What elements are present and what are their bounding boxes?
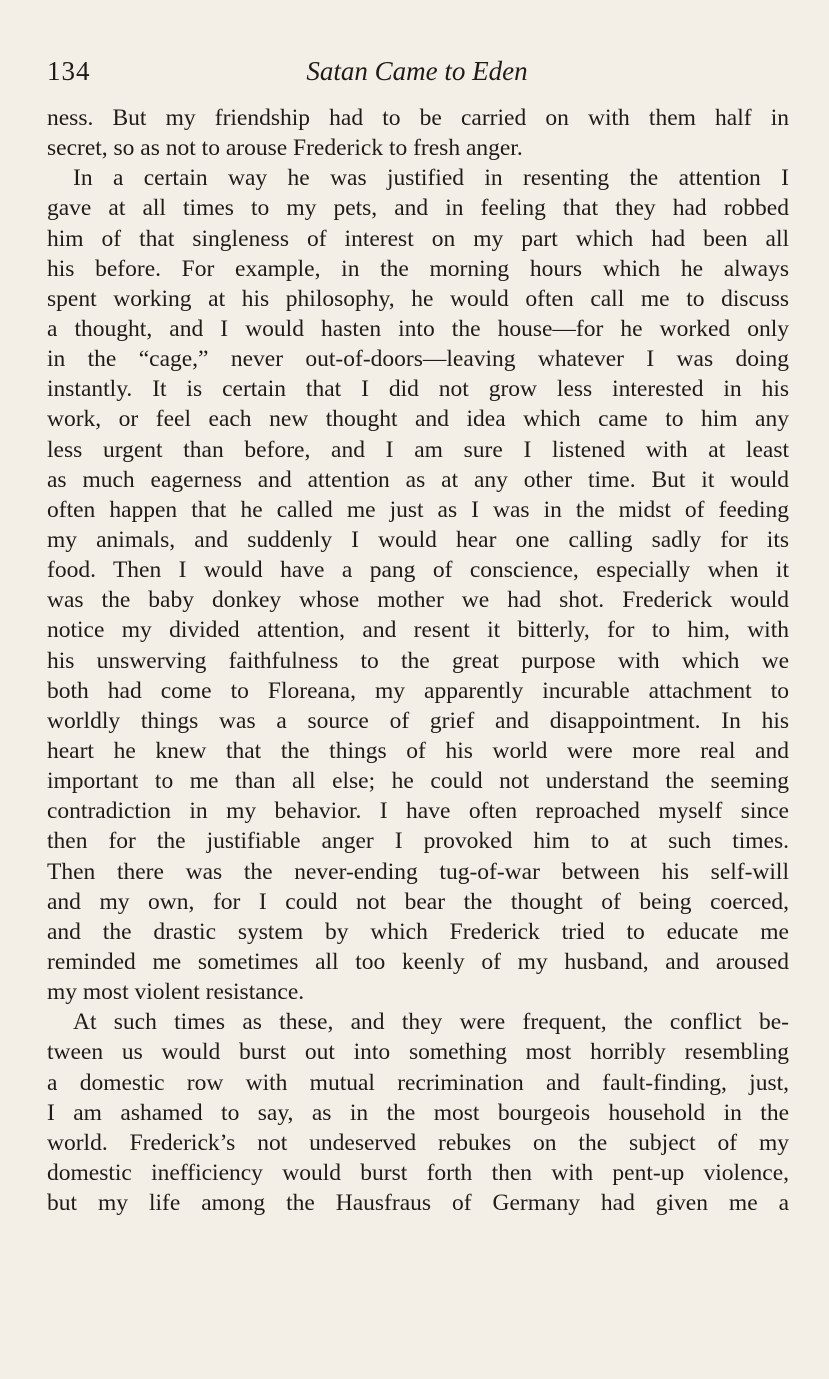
text-line: my animals, and suddenly I would hear one calling sadly for its xyxy=(47,526,789,553)
text-line: heart he knew that the things of his world were more real and xyxy=(47,737,789,764)
text-line: tween us would burst out into something most horribly resembling xyxy=(47,1039,789,1066)
text-line: a thought, and I would hasten into the house—for he worked only xyxy=(47,315,789,342)
text-line: him of that singleness of interest on my part which had been all xyxy=(47,225,789,252)
text-line: and the drastic system by which Frederick tried to educate me xyxy=(47,918,789,945)
text-line: a domestic row with mutual recrimination and fault-finding, just, xyxy=(47,1069,789,1096)
text-line: reminded me sometimes all too keenly of my husband, and aroused xyxy=(47,948,789,975)
text-line: but my life among the Hausfraus of Germany had given me a xyxy=(47,1190,789,1217)
page-number: 134 xyxy=(47,56,91,86)
body-text xyxy=(47,103,789,1218)
text-line: At such times as these, and they were frequent, the conflict be- xyxy=(73,1009,789,1036)
text-line: my most violent resistance. xyxy=(47,979,305,1006)
text-line: his unswerving faithfulness to the great purpose with which we xyxy=(47,647,789,674)
text-line: work, or feel each new thought and idea which came to him any xyxy=(47,406,789,433)
text-line: secret, so as not to arouse Frederick to fresh anger. xyxy=(47,135,523,162)
text-line: and my own, for I could not bear the thought of being coerced, xyxy=(47,888,789,915)
text-line: ness. But my friendship had to be carried on with them half in xyxy=(47,105,789,131)
text-line: gave at all times to my pets, and in feeling that they had robbed xyxy=(47,195,789,222)
text-line: world. Frederick’s not undeserved rebukes on the subject of my xyxy=(47,1129,789,1156)
text-line: worldly things was a source of grief and disappointment. In his xyxy=(47,707,789,734)
text-line: notice my divided attention, and resent it bitterly, for to him, with xyxy=(47,617,789,644)
text-line: food. Then I would have a pang of conscience, especially when it xyxy=(47,557,789,584)
text-line: I am ashamed to say, as in the most bourgeois household in the xyxy=(47,1099,789,1126)
text-line: contradiction in my behavior. I have often reproached myself since xyxy=(47,798,789,825)
text-line: Then there was the never-ending tug-of-war between his self-will xyxy=(47,858,789,885)
text-line: domestic inefficiency would burst forth then with pent-up violence, xyxy=(47,1159,789,1186)
text-line: In a certain way he was justified in resenting the attention I xyxy=(73,165,789,192)
running-title: Satan Came to Eden xyxy=(306,56,528,86)
text-line: spent working at his philosophy, he would often call me to discuss xyxy=(47,285,789,312)
text-line: less urgent than before, and I am sure I listened with at least xyxy=(47,436,789,463)
text-line: both had come to Floreana, my apparently incurable attachment to xyxy=(47,677,789,704)
text-line: instantly. It is certain that I did not grow less interested in his xyxy=(47,376,789,403)
text-line: as much eagerness and attention as at any other time. But it would xyxy=(47,466,789,493)
text-line: was the baby donkey whose mother we had shot. Frederick would xyxy=(47,587,789,614)
text-line: his before. For example, in the morning hours which he always xyxy=(47,255,789,282)
text-line: then for the justifiable anger I provoked him to at such times. xyxy=(47,828,789,855)
text-line: often happen that he called me just as I was in the midst of feeding xyxy=(47,496,789,523)
text-line: important to me than all else; he could not understand the seeming xyxy=(47,768,789,795)
text-line: in the “cage,” never out-of-doors—leaving whatever I was doing xyxy=(47,346,789,373)
page-header xyxy=(47,54,787,94)
